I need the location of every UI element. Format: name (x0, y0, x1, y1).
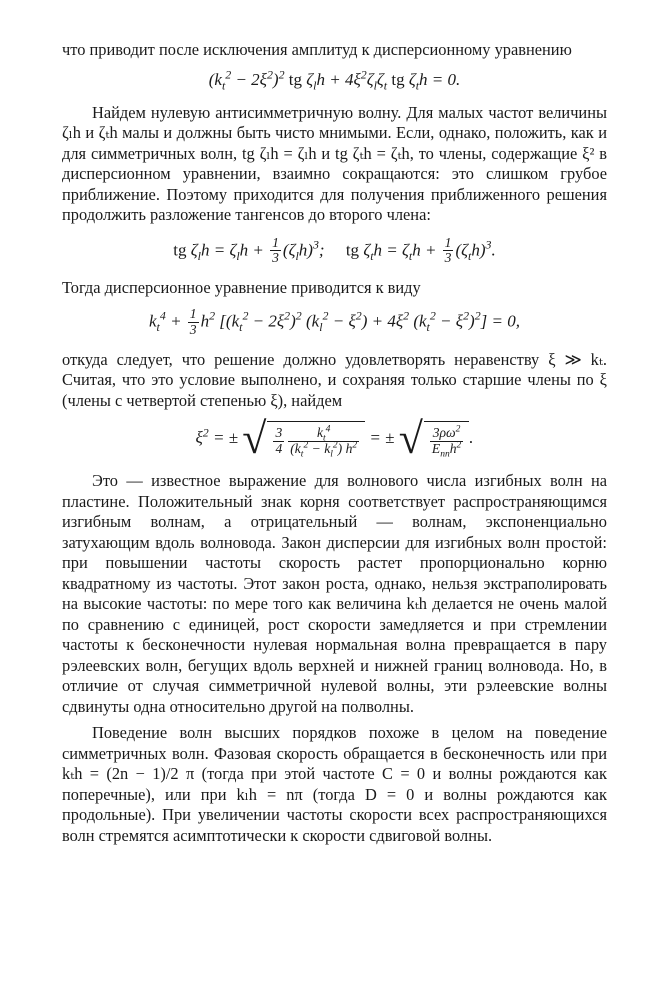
paragraph-inequality: откуда следует, что решение должно удовлетворять неравенству ξ ≫ kₜ. Считая, что это условие выполнено, и сохраняя только старшие члены по ξ (члены с четвертой степенью ξ), найдем (62, 349, 607, 410)
paragraph-bending-waves: Это — известное выражение для волнового числа изгибных волн на пластине. Положительный знак корня соответствует распространяющимся изгибным волнам, а отрицательный — волнам, экспоненциально затухающим вдоль волновода. Закон дисперсии для изгибных волн простой: при повышении частоты скорость растет пропорционально корню квадратному из частоты. Этот закон роста, однако, нельзя экстраполировать на высокие частоты: по мере того как величина kₜh делается не очень малой по сравнению с единицей, рост скорости замедляется и при стремлении частоты к бесконечности нулевая нормальная волна превращается в пару рэлеевских волн, бегущих вдоль верхней и нижней границ волновода. Но, в отличие от случая симметричной нулевой волны, эти рэлеевские волны сдвинуты одна относительно другой на полволны. (62, 471, 607, 716)
paragraph-reduced-form: Тогда дисперсионное уравнение приводится к виду (62, 278, 421, 298)
paragraph-higher-orders: Поведение волн высших порядков похоже в целом на поведение симметричных волн. Фазовая скорость обращается в бесконечность или при kₜh = (2n − 1)/2 π (тогда при этой частоте C = 0 и волны рождаются как поперечные), или при kₗh = nπ (тогда D = 0 и волны рождаются как продольные). При увеличении частоты скорости всех распространяющихся волн стремятся асимптотически к скорости сдвиговой волны. (62, 723, 607, 845)
paragraph-antisymmetric-wave: Найдем нулевую антисимметричную волну. Для малых частот величины ζₗh и ζₜh малы и должны быть чисто мнимыми. Если, однако, положить, как и для симметричных волн, tg ζₗh = ζₗh и tg ζₜh = ζₜh, то члены, содержащие ξ² в дисперсионном уравнении, взаимно сокращаются: это слишком грубое приближение. Поэтому приходится для получения приближенного решения продолжить разложение тангенсов до второго члена: (62, 102, 607, 224)
equation-dispersion: $(k_t^2 - 2\xi^2)^2$ tg $\zeta_lh + 4\xi^2\zeta_l\zeta_t$ tg $\zeta_th = 0$. (208, 66, 461, 92)
equation-reduced-dispersion: $k_t^4$ + $\frac{1}{3}$ $h^2$ [$(k_t^2 - 2\xi^2)^2$ $(k_l^2 - \xi^2) + 4\xi^2$ $(k_t^2 - \xi^2)^2] = 0$, (149, 305, 520, 337)
paragraph-intro: что приводит после исключения амплитуд к дисперсионному уравнению (62, 40, 572, 59)
equation-tangent-expansion: tg $\zeta_lh = \zeta_lh$ + $\frac{1}{3}$ $(\zeta_lh)^3$; tg $\zeta_th = \zeta_th$ + $\frac{1}{3}$ $(\zeta_th)^3$. (173, 234, 496, 266)
equation-bending-wavenumber: $\xi^2$ = ± √ $\frac{3}{4}$ $\frac{k_t^4}{(k_t^2 - k_l^2) h^2}$ = ± √ $\frac{3\rho\omega^2}{E_{nn}h^2}$ . (195, 414, 474, 464)
